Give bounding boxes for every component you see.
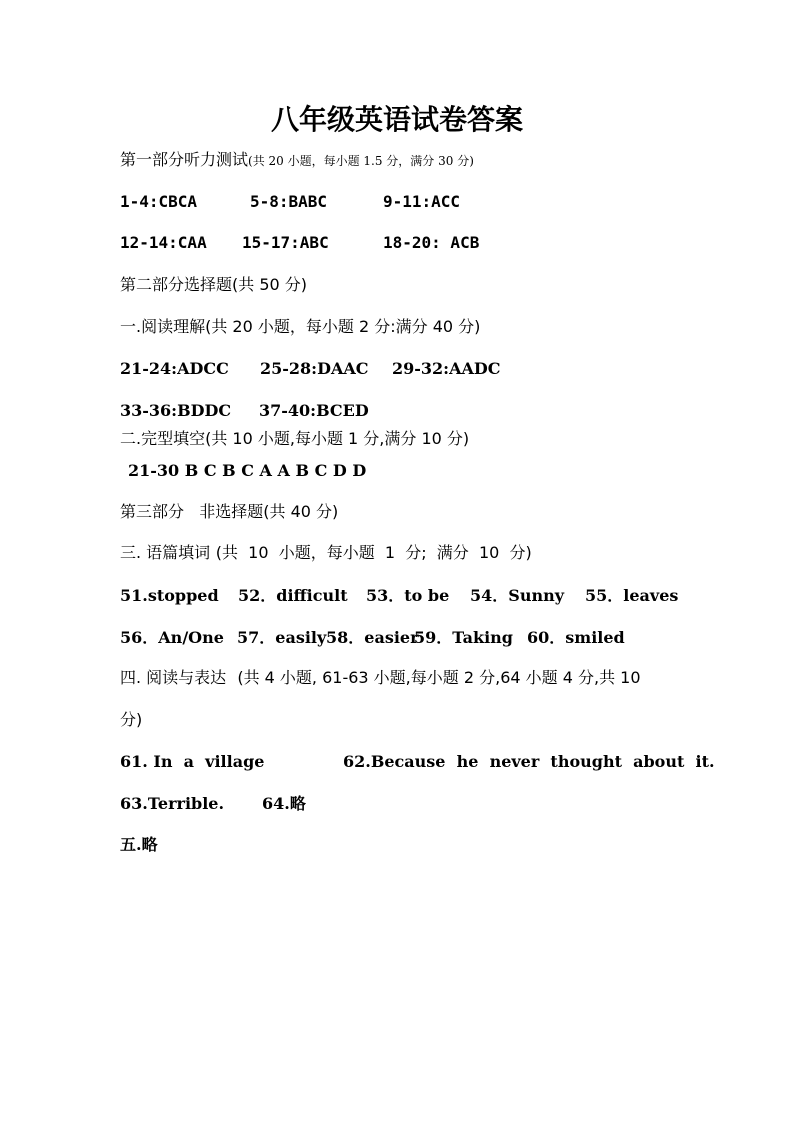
fill-answer-54: 54．Sunny: [470, 586, 565, 605]
fill-answer-60: 60．smiled: [527, 628, 625, 647]
reading-express-heading: 四. 阅读与表达: [120, 668, 227, 687]
cloze-heading: 二.完型填空: [120, 429, 206, 448]
part1-note: (共 20 小题，每小题 1.5 分，满分 30 分): [248, 154, 474, 168]
reading-heading: 一.阅读理解: [120, 317, 206, 336]
part1-answers-12-14: 12-14:CAA: [120, 233, 207, 252]
fill-answer-58: 58．easier: [326, 628, 419, 647]
reading-express-note-line2: 分): [120, 710, 143, 729]
part1-heading: 第一部分听力测试: [120, 150, 249, 169]
fill-note: (共 10 小题，每小题 1 分; 满分 10 分): [215, 543, 532, 562]
reading-heading-line: [120, 317, 480, 337]
part1-answers-15-17: 15-17:ABC: [242, 233, 329, 252]
writing-answer: 五.略: [120, 835, 158, 854]
reading-note: (共 20 小题，每小题 2 分:满分 40 分): [205, 317, 481, 336]
fill-heading-line: [120, 543, 532, 563]
part1-answers-5-8: 5-8:BABC: [250, 192, 328, 211]
reading-express-answer-64: 64.略: [262, 794, 306, 813]
reading-express-answer-62: 62.Because he never thought about it.: [343, 752, 715, 771]
reading-answers-37-40: 37-40:BCED: [259, 401, 369, 420]
reading-answers-33-36: 33-36:BDDC: [120, 401, 232, 420]
part2-score: (共 50 分): [232, 275, 308, 294]
part3-heading: 第三部分 非选择题: [120, 502, 264, 521]
fill-answer-51: 51.stopped: [120, 586, 219, 605]
fill-answer-57: 57．easily: [237, 628, 327, 647]
reading-express-answer-63: 63.Terrible.: [120, 794, 225, 813]
part1-answers-1-4: 1-4:CBCA: [120, 192, 198, 211]
page-title: 八年级英语试卷答案: [270, 103, 523, 136]
fill-answer-52: 52．difficult: [238, 586, 348, 605]
fill-answer-55: 55．leaves: [585, 586, 679, 605]
fill-heading: 三. 语篇填词: [120, 543, 211, 562]
fill-answer-53: 53．to be: [366, 586, 450, 605]
cloze-heading-line: [120, 429, 469, 449]
reading-answers-21-24: 21-24:ADCC: [120, 359, 229, 378]
part2-heading: 第二部分选择题: [120, 275, 233, 294]
reading-express-heading-line: [120, 668, 641, 688]
cloze-note: (共 10 小题,每小题 1 分,满分 10 分): [205, 429, 470, 448]
part1-answers-18-20: 18-20: ACB: [383, 233, 480, 252]
part2-heading-line: [120, 275, 307, 295]
part1-heading-line: [120, 150, 474, 171]
part3-score: (共 40 分): [263, 502, 339, 521]
reading-express-note-cont: [120, 710, 142, 730]
reading-express-answer-61: 61. In a village: [120, 752, 265, 771]
reading-answers-25-28: 25-28:DAAC: [260, 359, 369, 378]
fill-answer-56: 56．An/One: [120, 628, 224, 647]
fill-answer-59: 59．Taking: [414, 628, 513, 647]
part3-heading-line: [120, 502, 338, 522]
part1-answers-9-11: 9-11:ACC: [383, 192, 461, 211]
cloze-answers: 21-30 B C B C A A B C D D: [128, 461, 367, 480]
reading-express-note: (共 4 小题, 61-63 小题,每小题 2 分,64 小题 4 分,共 10: [237, 668, 641, 687]
reading-answers-29-32: 29-32:AADC: [392, 359, 501, 378]
